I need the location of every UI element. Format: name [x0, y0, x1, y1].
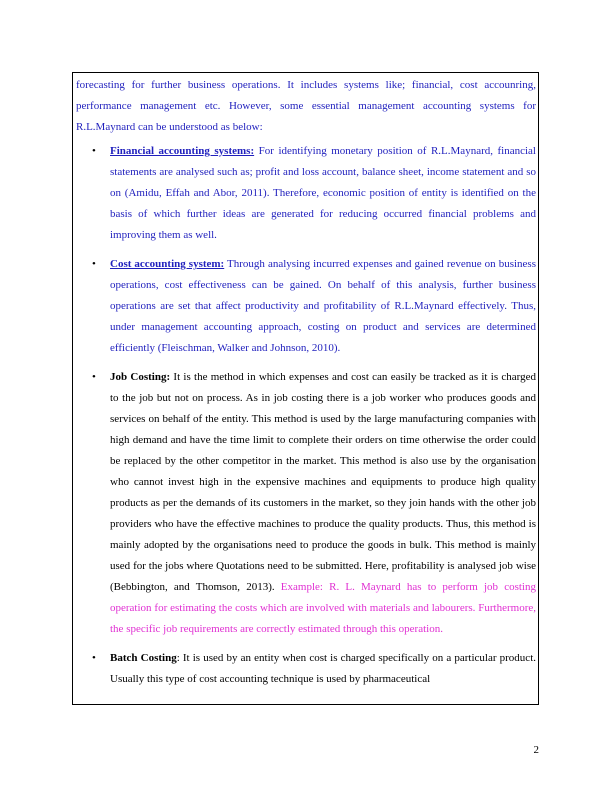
bullet-text: : It is used by an entity when cost is charged specifically on a particular product. Usually this type of cost accounting technique is used by pharmaceutical: [110, 652, 536, 685]
bullet-text: Through analysing incurred expenses and gained revenue on business operations, cost effectiveness can be gained. On behalf of this analysis, further business operations are set that affect productivity and profitability of R.L.Maynard effectively. Thus, under management accounting approach, costing on product and services are determined efficiently (Fleischman, Walker and Johnson, 2010).: [110, 258, 536, 354]
bullet-icon: •: [92, 652, 96, 664]
example-text: Example: R. L. Maynard has to perform job costing operation for estimating the costs which are involved with materials and labourers. Furthermore, the specific job requirements are correctly estimated through this operation.: [110, 581, 536, 635]
list-item-cost-accounting: [92, 254, 536, 359]
bullet-heading: Cost accounting system:: [110, 258, 225, 270]
list-item-job-costing: [92, 367, 536, 640]
list-item-financial-accounting: [92, 141, 536, 246]
page-number: 2: [533, 744, 539, 756]
bullet-icon: •: [92, 371, 96, 383]
bullet-text: It is the method in which expenses and cost can easily be tracked as it is charged to the job but not on process. As in job costing there is a job worker who produces goods and services on behalf of the entity. This method is used by the large manufacturing companies with high demand and have the time limit to complete their orders on time otherwise the order could be replaced by the other competitor in the market. This method is also use by the organisation who cannot invest high in the expensive machines and equipments to produce high quality products as per the demands of its customers in the market, so they join hands with the other job providers who have the effective machines to produce the quality products. Thus, this method is mainly adopted by the organisations need to produce the goods in bulk. This method is mainly used for the jobs where Quotations need to be submitted. Here, profitability is analysed job wise (Bebbington, and Thomson, 2013).: [110, 371, 536, 593]
bullet-text: For identifying monetary position of R.L.Maynard, financial statements are analysed such as; profit and loss account, balance sheet, income statement and so on (Amidu, Effah and Abor, 2011). Therefore, economic position of entity is identified on the basis of which further ideas are generated for reducing occurred financial problems and improving them as well.: [110, 145, 536, 241]
bullet-list: [76, 141, 536, 690]
bullet-heading: Financial accounting systems:: [110, 145, 255, 157]
list-item-batch-costing: [92, 648, 536, 690]
intro-paragraph: forecasting for further business operations. It includes systems like; financial, cost accounring, performance management etc. However, some essential management accounting systems for R.L.Maynard can be understood as below:: [76, 79, 536, 133]
content-frame: [72, 72, 539, 705]
bullet-icon: •: [92, 145, 96, 157]
bullet-heading: Job Costing:: [110, 371, 171, 383]
bullet-heading: Batch Costing: [110, 652, 177, 664]
bullet-icon: •: [92, 258, 96, 270]
